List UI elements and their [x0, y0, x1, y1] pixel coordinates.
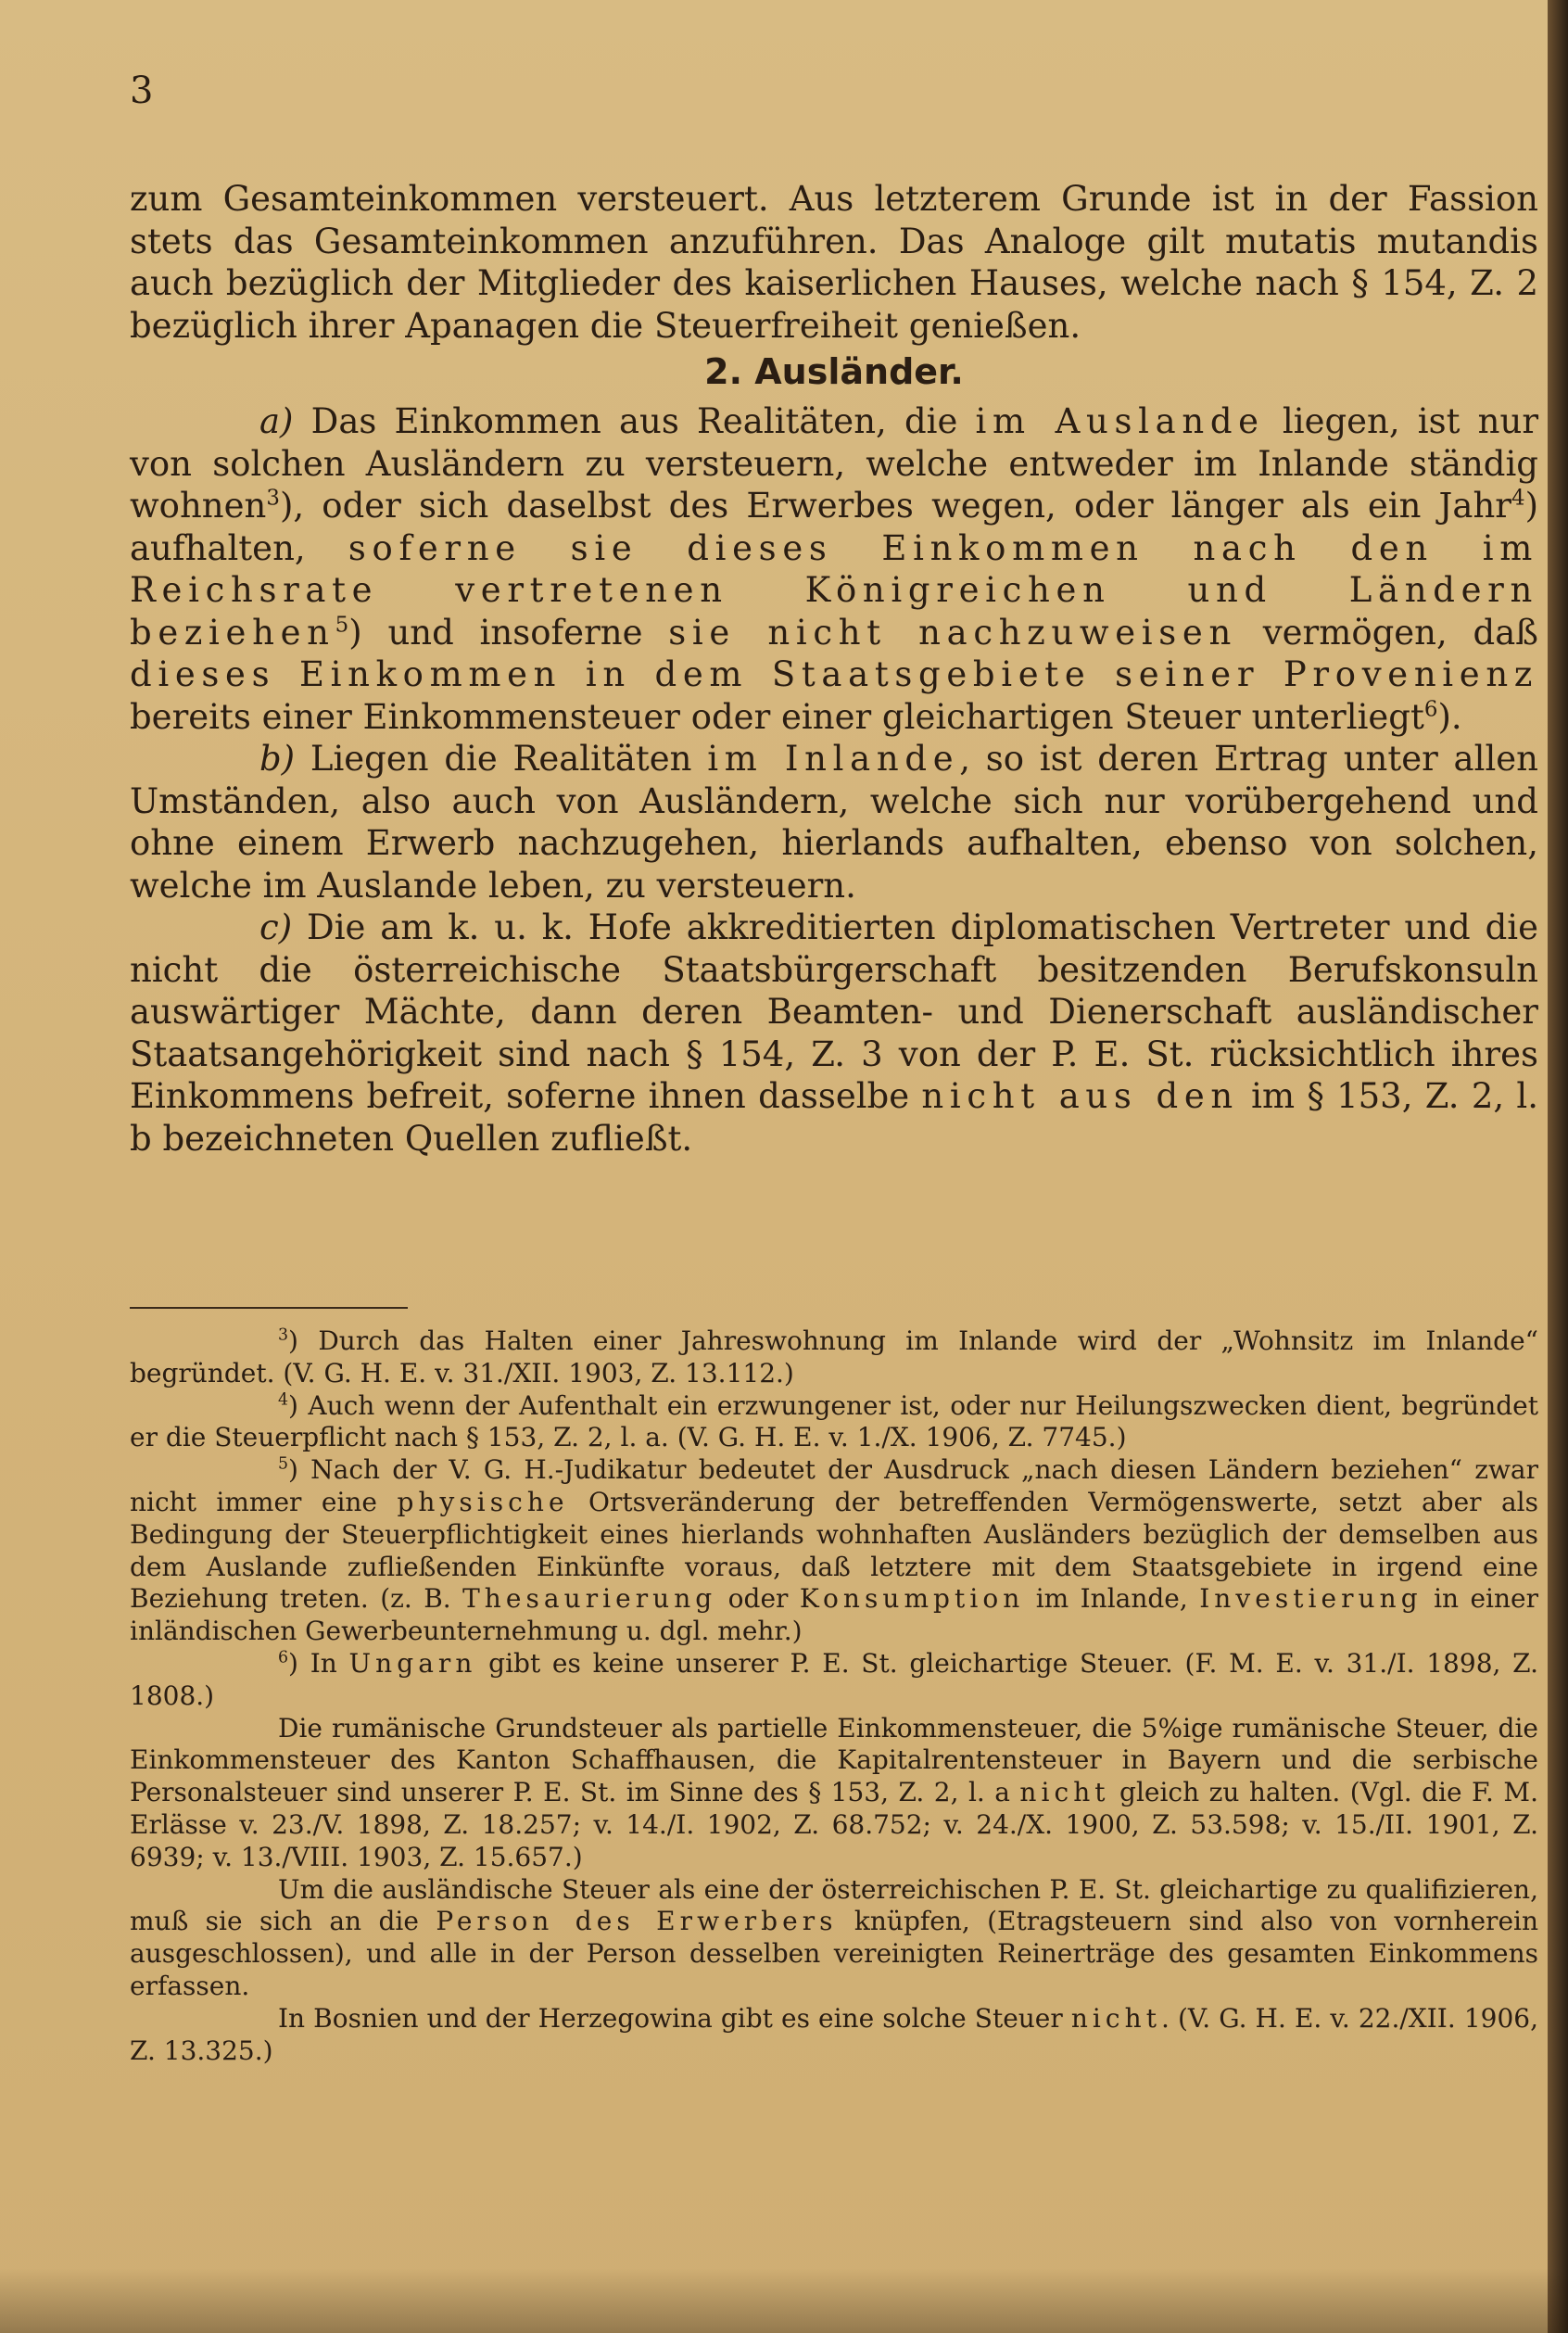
- section-heading: 2. Ausländer.: [704, 351, 964, 392]
- para-a-seg7: ) und insoferne: [348, 612, 669, 653]
- book-spine-edge: [1548, 0, 1568, 2333]
- footnote-4-text: ) Auch wenn der Aufenthalt ein erzwungener ist, oder nur Heilungszwecken dient, begründet er die Steuerpflicht nach § 153, Z. 2, l. a. (V. G. H. E. v. 1./X. 1906, Z. 7745.): [130, 1389, 1538, 1453]
- footnote-6-continued-1: [130, 1713, 1538, 1874]
- footnote-ref-5: 5: [335, 612, 349, 637]
- intro-paragraph: zum Gesamteinkommen versteuert. Aus letzterem Grunde ist in der Fassion stets das Gesamteinkommen anzuführen. Das Analoge gilt mutatis mutandis auch bezüglich der Mitglieder des kaiserlichen Hauses, welche nach § 154, Z. 2 bezüglich ihrer Apanagen die Steuerfreiheit genießen.: [130, 179, 1538, 346]
- footnote-4-mark: 4: [278, 1390, 289, 1410]
- para-a-seg9: vermögen, daß: [1236, 612, 1538, 653]
- para-a-seg12: ).: [1437, 696, 1462, 737]
- footnote-ref-4: 4: [1511, 486, 1525, 511]
- para-a-seg11: bereits einer Einkommensteuer oder einer gleichartigen Steuer unterliegt: [130, 696, 1424, 737]
- fn6p2-seg2: nicht: [1019, 1777, 1110, 1808]
- para-a-seg8: sie nicht nachzuweisen: [668, 612, 1237, 653]
- fn6p4-seg1: In Bosnien und der Herzegowina gibt es eine solche Steuer: [278, 2002, 1071, 2034]
- paragraph-b: [130, 738, 1538, 907]
- fn5-seg8: Investierung: [1199, 1583, 1423, 1615]
- paragraph-c: [130, 907, 1538, 1160]
- paragraph-a-label: a): [259, 401, 294, 441]
- fn6p3-seg2: Person des Erwerbers: [436, 1906, 838, 1937]
- para-a-seg10: dieses Einkommen in dem Staatsgebiete seiner Provenienz: [130, 654, 1538, 694]
- fn5-seg9: in einer inländischen Gewerbeunternehmung u. dgl. mehr.): [130, 1583, 1538, 1647]
- footnote-4: [130, 1390, 1538, 1455]
- footnote-ref-6: 6: [1423, 696, 1438, 721]
- page-bottom-shadow: [0, 2268, 1568, 2333]
- footnote-3-mark: 3: [278, 1325, 289, 1345]
- footnote-3: [130, 1325, 1538, 1390]
- fn6p4-seg3: . (V. G. H. E. v. 22./XII. 1906, Z. 13.325.): [130, 2002, 1538, 2066]
- fn6p3-seg1: Um die ausländische Steuer als eine der österreichischen P. E. St. gleichartige zu qualifizieren, muß sie sich an die: [130, 1873, 1538, 1937]
- para-a-seg6: soferne sie dieses Einkommen nach den im Reichsrate vertretenen Königreichen und Ländern beziehen: [130, 527, 1538, 653]
- fn6p2-seg3: gleich zu halten. (Vgl. die F. M. Erlässe v. 23./V. 1898, Z. 18.257; v. 14./I. 1902, Z. 68.752; v. 24./X. 1900, Z. 53.598; v. 15./II. 1901, Z. 6939; v. 13./VIII. 1903, Z. 15.657.): [130, 1777, 1538, 1872]
- para-a-seg2: im Auslande: [975, 401, 1265, 441]
- footnote-ref-3: 3: [266, 486, 280, 511]
- fn5-seg2: physische: [397, 1486, 569, 1517]
- paragraph-a: [130, 400, 1538, 738]
- footnote-6-continued-2: [130, 1874, 1538, 2003]
- para-c-seg2: nicht aus den: [921, 1076, 1239, 1116]
- fn6p2-seg1: Die rumänische Grundsteuer als partielle Einkommensteuer, die 5%ige rumänische Steuer, die Einkommensteuer des Kanton Schaffhausen, die Kapitalrentensteuer in Bayern und die serbische Personalsteuer sind unserer P. E. St. im Sinne des § 153, Z. 2, l. a: [130, 1712, 1538, 1808]
- para-a-seg1: Das Einkommen aus Realitäten, die: [310, 401, 976, 441]
- footnote-3-text: ) Durch das Halten einer Jahreswohnung im Inlande wird der „Wohnsitz im Inlande“ begründet. (V. G. H. E. v. 31./XII. 1903, Z. 13.112.): [130, 1325, 1538, 1388]
- para-b-seg2: im Inlande: [707, 739, 960, 779]
- fn5-seg6: Konsumption: [799, 1583, 1025, 1615]
- fn6-seg1: ) In: [288, 1647, 349, 1679]
- fn6p3-seg3: knüpfen, (Etragsteuern sind also von vornherein ausgeschlossen), und alle in der Person desselben vereinigten Reinerträge des gesamten Einkommens erfassen.: [130, 1906, 1539, 2001]
- para-a-seg5: ) aufhalten,: [130, 486, 1538, 568]
- paragraph-b-label: b): [259, 739, 296, 779]
- fn5-seg1: ) Nach der V. G. H.-Judikatur bedeutet der Ausdruck „nach diesen Ländern beziehen“ zwar nicht immer eine: [130, 1454, 1538, 1517]
- footnote-separator: [130, 1307, 408, 1309]
- fn6-seg3: gibt es keine unserer P. E. St. gleichartige Steuer. (F. M. E. v. 31./I. 1898, Z. 1808.): [130, 1647, 1538, 1711]
- para-c-seg1: Die am k. u. k. Hofe akkreditierten diplomatischen Vertreter und die nicht die österreichische Staatsbürgerschaft besitzenden Berufskonsuln auswärtiger Mächte, dann deren Beamten- und Dienerschaft ausländischer Staatsangehörigkeit sind nach § 154, Z. 3 von der P. E. St. rücksichtlich ihres Einkommens befreit, soferne ihnen dasselbe: [130, 907, 1539, 1116]
- para-a-seg4: ), oder sich daselbst des Erwerbes wegen, oder länger als ein Jahr: [279, 486, 1511, 526]
- footnote-6-continued-3: [130, 2003, 1538, 2068]
- para-b-seg3: , so ist deren Ertrag unter allen Umständen, also auch von Ausländern, welche sich nur vorübergehend und ohne einem Erwerb nachzugehen, hierlands aufhalten, ebenso von solchen, welche im Auslande leben, zu versteuern.: [130, 739, 1538, 906]
- footnote-6-mark: 6: [278, 1648, 289, 1667]
- fn5-seg4: Thesaurierung: [462, 1583, 717, 1615]
- fn5-seg3: Ortsveränderung der betreffenden Vermögenswerte, setzt aber als Bedingung der Steuerpflichtigkeit eines hierlands wohnhaften Ausländers bezüglich der demselben aus dem Auslande zufließenden Einkünfte voraus, daß letztere mit dem Staatsgebiete in irgend eine Beziehung treten. (z. B.: [130, 1486, 1539, 1615]
- page-number: 3: [130, 70, 154, 112]
- fn6p4-seg2: nicht: [1070, 2002, 1161, 2034]
- footnotes: [130, 1325, 1538, 2067]
- para-b-seg1: Liegen die Realitäten: [310, 739, 708, 779]
- para-a-seg3: liegen, ist nur von solchen Ausländern zu versteuern, welche entweder im Inlande ständig wohnen: [130, 401, 1539, 526]
- paragraph-c-label: c): [259, 907, 293, 947]
- fn6-seg2: Ungarn: [348, 1647, 477, 1679]
- fn5-seg7: im Inlande,: [1024, 1583, 1200, 1615]
- main-text: [130, 178, 1538, 1160]
- fn5-seg5: oder: [716, 1583, 800, 1615]
- footnote-5-mark: 5: [278, 1454, 289, 1474]
- para-c-seg3: im § 153, Z. 2, l. b bezeichneten Quellen zufließt.: [130, 1076, 1538, 1159]
- footnote-6: [130, 1648, 1538, 1713]
- footnote-5: [130, 1454, 1538, 1648]
